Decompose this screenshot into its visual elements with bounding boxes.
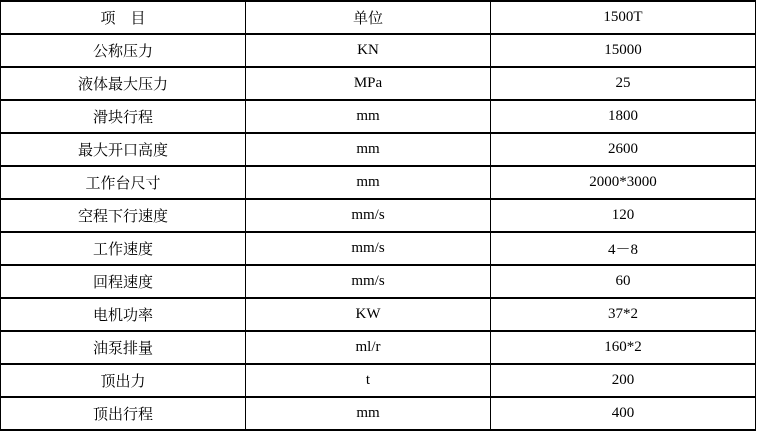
- cell-value: 160*2: [491, 331, 756, 364]
- table-row: [1, 397, 756, 430]
- cell-unit: ml/r: [246, 331, 491, 364]
- cell-unit: mm/s: [246, 199, 491, 232]
- table-row: [1, 232, 756, 265]
- cell-unit: mm: [246, 100, 491, 133]
- cell-value: 120: [491, 199, 756, 232]
- table-row: [1, 199, 756, 232]
- cell-item: 液体最大压力: [1, 67, 246, 100]
- cell-value: 15000: [491, 34, 756, 67]
- cell-unit: mm: [246, 133, 491, 166]
- cell-item: 空程下行速度: [1, 199, 246, 232]
- cell-item: 最大开口高度: [1, 133, 246, 166]
- table-row: [1, 298, 756, 331]
- cell-item: 回程速度: [1, 265, 246, 298]
- cell-unit: MPa: [246, 67, 491, 100]
- table-row: [1, 34, 756, 67]
- cell-unit: KN: [246, 34, 491, 67]
- cell-value: 200: [491, 364, 756, 397]
- cell-item: 电机功率: [1, 298, 246, 331]
- cell-value: 2000*3000: [491, 166, 756, 199]
- cell-item: 工作速度: [1, 232, 246, 265]
- header-model: 1500T: [491, 1, 756, 34]
- cell-value: 37*2: [491, 298, 756, 331]
- cell-item: 顶出行程: [1, 397, 246, 430]
- cell-unit: mm: [246, 166, 491, 199]
- cell-unit: KW: [246, 298, 491, 331]
- cell-item: 工作台尺寸: [1, 166, 246, 199]
- cell-item: 顶出力: [1, 364, 246, 397]
- cell-item: 油泵排量: [1, 331, 246, 364]
- header-unit: 单位: [246, 1, 491, 34]
- table-row: [1, 331, 756, 364]
- cell-value: 60: [491, 265, 756, 298]
- table-row: [1, 166, 756, 199]
- table-row: [1, 265, 756, 298]
- table-row: [1, 133, 756, 166]
- table-row: [1, 100, 756, 133]
- cell-unit: mm: [246, 397, 491, 430]
- header-item: 项 目: [1, 1, 246, 34]
- header-row: [1, 1, 756, 34]
- cell-item: 公称压力: [1, 34, 246, 67]
- cell-value: 2600: [491, 133, 756, 166]
- cell-unit: mm/s: [246, 232, 491, 265]
- cell-value: 25: [491, 67, 756, 100]
- cell-item: 滑块行程: [1, 100, 246, 133]
- cell-unit: mm/s: [246, 265, 491, 298]
- cell-value: 400: [491, 397, 756, 430]
- cell-value: 4－8: [491, 232, 756, 265]
- cell-unit: t: [246, 364, 491, 397]
- table-row: [1, 67, 756, 100]
- cell-value: 1800: [491, 100, 756, 133]
- table-row: [1, 364, 756, 397]
